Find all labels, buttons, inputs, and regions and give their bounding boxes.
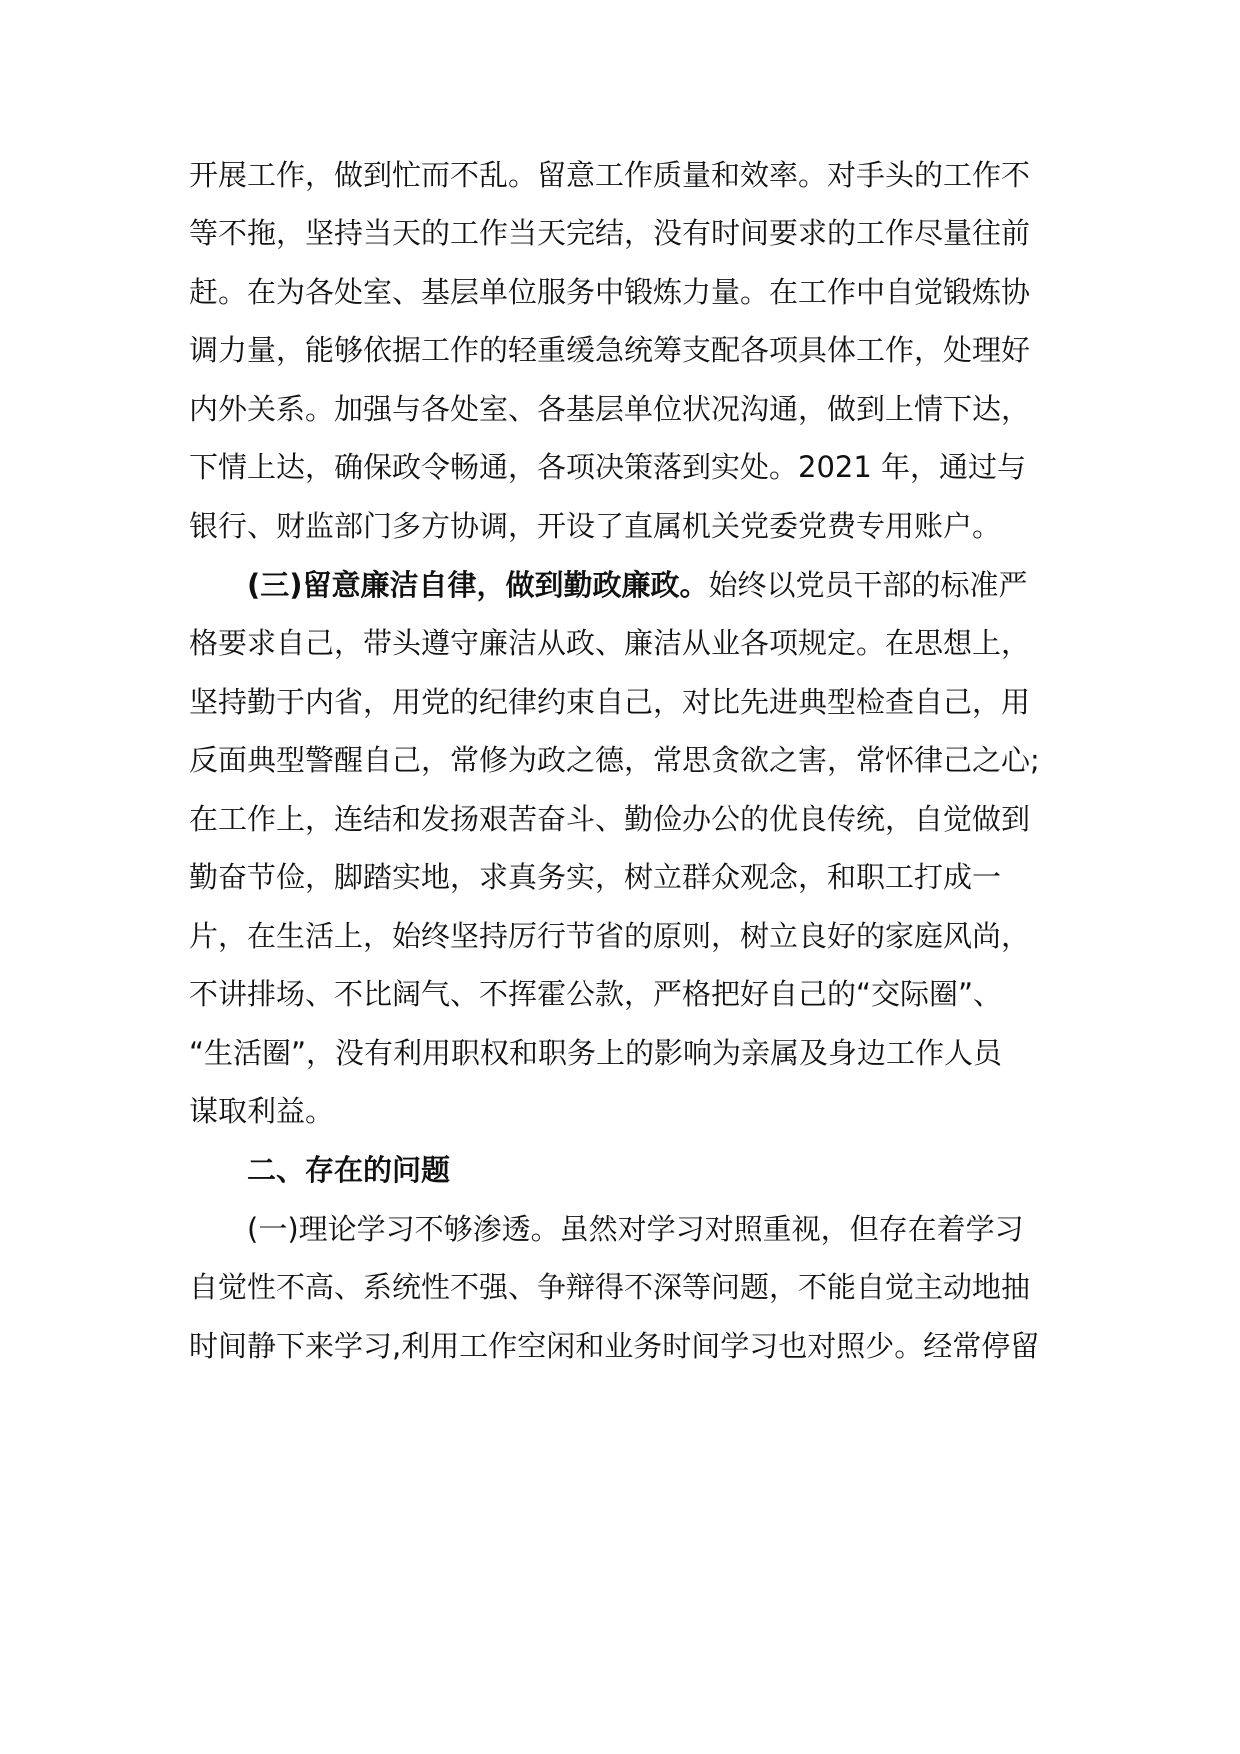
text-line: 坚持勤于内省，用党的纪律约束自己，对比先进典型检查自己，用 (189, 685, 1031, 719)
text-line: 内外关系。加强与各处室、各基层单位状况沟通，做到上情下达， (189, 392, 1031, 426)
text-line: 反面典型警醒自己，常修为政之德，常思贪欲之害，常怀律己之心; (189, 743, 1040, 777)
text-line: 开展工作，做到忙而不乱。留意工作质量和效率。对手头的工作不 (189, 158, 1031, 192)
paragraph-heading: (三)留意廉洁自律，做到勤政廉政。 (247, 568, 709, 602)
text-line: 赶。在为各处室、基层单位服务中锻炼力量。在工作中自觉锻炼协 (189, 275, 1031, 309)
text-line: 谋取利益。 (189, 1094, 335, 1128)
text-line: “生活圈”，没有利用职权和职务上的影响为亲属及身边工作人员 (189, 1036, 1003, 1070)
text-line: 不讲排场、不比阔气、不挥霍公款，严格把好自己的“交际圈”、 (189, 977, 1003, 1011)
text-line: 银行、财监部门多方协调，开设了直属机关党委党费专用账户。 (189, 509, 1002, 543)
text-line: 自觉性不高、系统性不强、争辩得不深等问题，不能自觉主动地抽 (189, 1270, 1031, 1304)
paragraph-first-line (247, 565, 1028, 605)
paragraph-text: 始终以党员干部的标准严 (708, 568, 1028, 602)
text-line: 片，在生活上，始终坚持厉行节省的原则，树立良好的家庭风尚， (189, 919, 1031, 953)
text-line: 在工作上，连结和发扬艰苦奋斗、勤俭办公的优良传统，自觉做到 (189, 802, 1031, 836)
text-line: 勤奋节俭，脚踏实地，求真务实，树立群众观念，和职工打成一 (189, 860, 1002, 894)
text-line: 下情上达，确保政令畅通，各项决策落到实处。2021 年，通过与 (189, 450, 1027, 484)
text-line: 时间静下来学习,利用工作空闲和业务时间学习也对照少。经常停留 (189, 1329, 1040, 1363)
text-line: 调力量，能够依据工作的轻重缓急统筹支配各项具体工作，处理好 (189, 333, 1031, 367)
text-line: 格要求自己，带头遵守廉洁从政、廉洁从业各项规定。在思想上， (189, 626, 1031, 660)
text-line: 等不拖，坚持当天的工作当天完结，没有时间要求的工作尽量往前 (189, 216, 1031, 250)
section-heading: 二、存在的问题 (247, 1153, 451, 1187)
text-line: (一)理论学习不够渗透。虽然对学习对照重视，但存在着学习 (247, 1212, 1024, 1246)
